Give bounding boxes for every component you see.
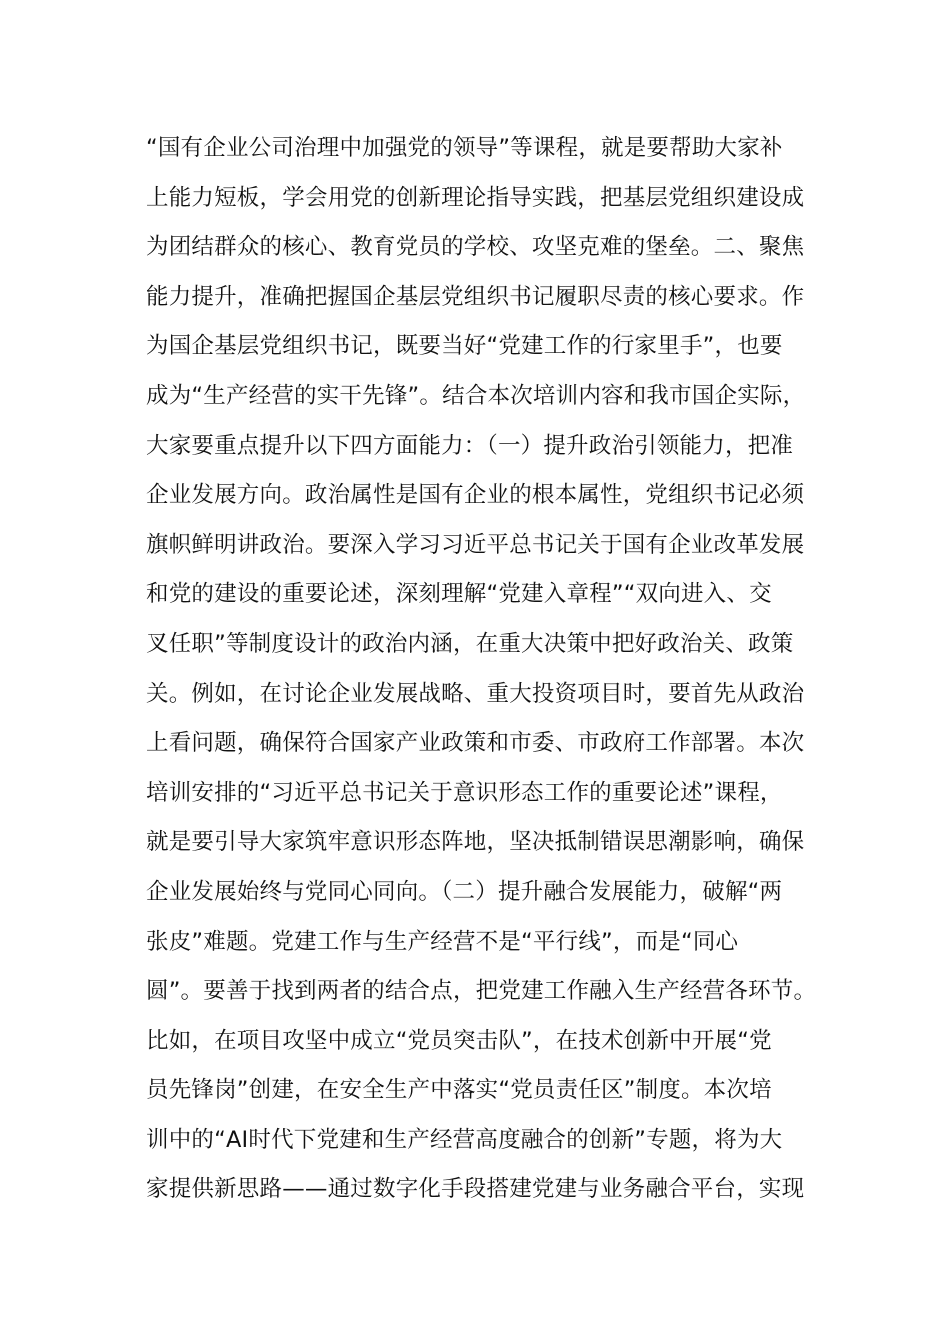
text-line: 旗帜鲜明讲政治。要深入学习习近平总书记关于国有企业改革发展 <box>146 531 805 558</box>
text-line: 能力提升，准确把握国企基层党组织书记履职尽责的核心要求。作 <box>146 283 805 310</box>
text-line: 为国企基层党组织书记，既要当好“党建工作的行家里手”，也要 <box>146 333 783 360</box>
text-line: 圆”。要善于找到两者的结合点，把党建工作融入生产经营各环节。 <box>146 978 817 1005</box>
text-line: 和党的建设的重要论述，深刻理解“党建入章程”“双向进入、交 <box>146 581 772 608</box>
text-line: 员先锋岗”创建，在安全生产中落实“党员责任区”制度。本次培 <box>146 1077 772 1104</box>
text-line: 比如，在项目攻坚中成立“党员突击队”，在技术创新中开展“党 <box>146 1027 772 1054</box>
text-line: 家提供新思路——通过数字化手段搭建党建与业务融合平台，实现 <box>146 1176 805 1203</box>
text-line: 成为“生产经营的实干先锋”。结合本次培训内容和我市国企实际， <box>146 382 806 409</box>
body-paragraph <box>146 124 836 1215</box>
text-line: 大家要重点提升以下四方面能力：（一）提升政治引领能力，把准 <box>146 432 794 459</box>
text-line: 就是要引导大家筑牢意识形态阵地，坚决抵制错误思潮影响，确保 <box>146 829 805 856</box>
text-line: 训中的“AI时代下党建和生产经营高度融合的创新”专题，将为大 <box>146 1126 783 1153</box>
text-line: 企业发展始终与党同心同向。（二）提升融合发展能力，破解“两 <box>146 878 783 905</box>
text-line: “国有企业公司治理中加强党的领导”等课程，就是要帮助大家补 <box>146 135 783 161</box>
text-line: 叉任职”等制度设计的政治内涵，在重大决策中把好政治关、政策 <box>146 630 794 657</box>
text-line: 企业发展方向。政治属性是国有企业的根本属性，党组织书记必须 <box>146 482 805 509</box>
text-line: 为团结群众的核心、教育党员的学校、攻坚克难的堡垒。二、聚焦 <box>146 234 805 261</box>
text-line: 张皮”难题。党建工作与生产经营不是“平行线”，而是“同心 <box>146 928 739 955</box>
text-line: 培训安排的“习近平总书记关于意识形态工作的重要论述”课程， <box>146 779 783 806</box>
text-line: 上看问题，确保符合国家产业政策和市委、市政府工作部署。本次 <box>146 730 805 757</box>
text-line: 上能力短板，学会用党的创新理论指导实践，把基层党组织建设成 <box>146 184 805 211</box>
text-line: 关。例如，在讨论企业发展战略、重大投资项目时，要首先从政治 <box>146 680 805 707</box>
